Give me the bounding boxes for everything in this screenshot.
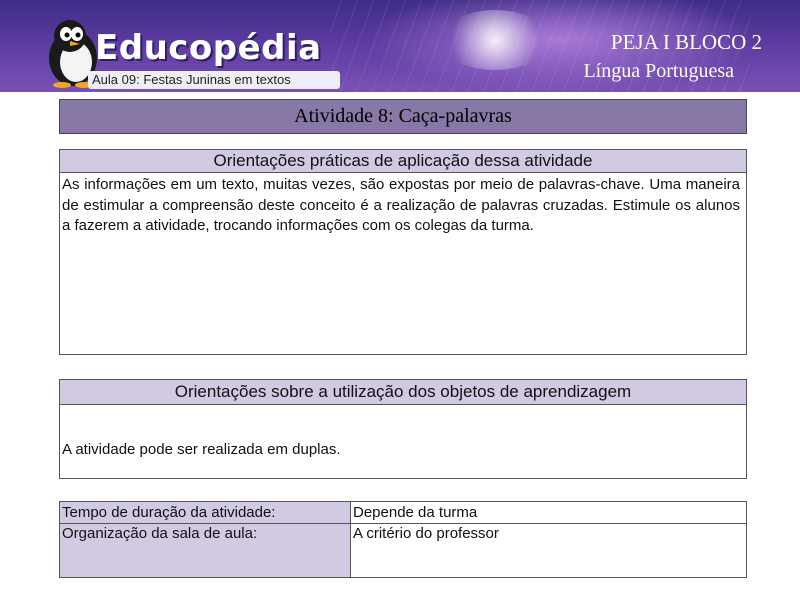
header-banner [0,0,800,92]
banner-glow [440,10,550,70]
practical-guidance-text: As informações em um texto, muitas vezes, são expostas por meio de palavras-chave. Uma maneira de estimular a compreensão deste conceito é a realização de palavras cruzadas. Estimule os alunos a fazerem a atividade, trocando informações com os colegas da turma. [62,176,740,234]
activity-title: Atividade 8: Caça-palavras [294,105,512,127]
organization-label: Organização da sala de aula: [60,524,351,578]
organization-row [60,524,747,578]
organization-value: A critério do professor [351,524,747,578]
learning-objects-heading: Orientações sobre a utilização dos objetos de aprendizagem [60,380,746,405]
learning-objects-section [59,379,747,479]
activity-info-table [59,501,747,578]
brand-logo-text: Educopédia [95,28,322,68]
learning-objects-text: A atividade pode ser realizada em duplas. [62,441,341,458]
duration-row [60,502,747,524]
practical-guidance-section [59,149,747,355]
lesson-label: Aula 09: Festas Juninas em textos [88,71,340,89]
subject-label: Língua Portuguesa [583,60,734,82]
duration-value: Depende da turma [351,502,747,524]
duration-label: Tempo de duração da atividade: [60,502,351,524]
bloco-label: PEJA I BLOCO 2 [610,30,762,54]
practical-guidance-heading: Orientações práticas de aplicação dessa atividade [60,150,746,173]
activity-title-bar [59,99,747,134]
